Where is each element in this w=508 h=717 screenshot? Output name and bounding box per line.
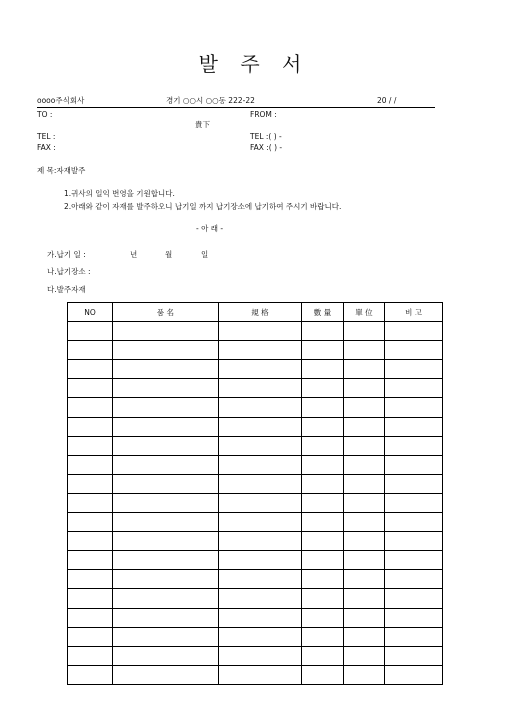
- table-row: [68, 646, 443, 665]
- table-cell[interactable]: [113, 417, 219, 436]
- table-cell[interactable]: [113, 627, 219, 646]
- table-cell[interactable]: [302, 532, 344, 551]
- table-cell[interactable]: [68, 513, 113, 532]
- table-cell[interactable]: [68, 341, 113, 360]
- table-cell[interactable]: [344, 322, 385, 341]
- table-cell[interactable]: [219, 322, 302, 341]
- table-row: [68, 379, 443, 398]
- table-cell[interactable]: [385, 551, 443, 570]
- table-cell[interactable]: [302, 627, 344, 646]
- table-row: [68, 360, 443, 379]
- table-cell[interactable]: [219, 493, 302, 512]
- table-cell[interactable]: [113, 493, 219, 512]
- table-cell[interactable]: [219, 608, 302, 627]
- day-label: 일: [201, 250, 209, 259]
- table-cell[interactable]: [344, 398, 385, 417]
- table-row: [68, 551, 443, 570]
- table-cell[interactable]: [113, 532, 219, 551]
- table-cell[interactable]: [68, 627, 113, 646]
- table-cell[interactable]: [219, 455, 302, 474]
- table-row: [68, 608, 443, 627]
- table-row: [68, 627, 443, 646]
- col-no-header: NO: [68, 303, 113, 322]
- table-cell[interactable]: [385, 513, 443, 532]
- table-cell[interactable]: [113, 589, 219, 608]
- table-row: [68, 665, 443, 684]
- company-address: 경기 ○○시 ○○동 222-22: [166, 96, 255, 105]
- table-cell[interactable]: [344, 379, 385, 398]
- table-row: [68, 474, 443, 493]
- table-cell[interactable]: [219, 551, 302, 570]
- table-row: [68, 493, 443, 512]
- col-item-name-header: 품 名: [113, 303, 219, 322]
- table-cell[interactable]: [68, 455, 113, 474]
- table-header-row: [68, 303, 443, 322]
- below-heading: - 아 래 -: [196, 224, 224, 233]
- col-unit-header: 單 位: [344, 303, 385, 322]
- tel-label: TEL :: [37, 132, 56, 141]
- table-body: [68, 322, 443, 685]
- table-cell[interactable]: [385, 322, 443, 341]
- table-cell[interactable]: [68, 493, 113, 512]
- table-cell[interactable]: [302, 417, 344, 436]
- table-cell[interactable]: [344, 493, 385, 512]
- table-cell[interactable]: [113, 513, 219, 532]
- table-cell[interactable]: [385, 665, 443, 684]
- company-name: oooo주식회사: [37, 96, 85, 105]
- table-cell[interactable]: [68, 589, 113, 608]
- table-cell[interactable]: [385, 570, 443, 589]
- subject-line: 제 목:자재발주: [37, 166, 86, 175]
- table-cell[interactable]: [385, 532, 443, 551]
- delivery-place-label: 나.납기장소 :: [47, 267, 91, 276]
- table-cell[interactable]: [219, 627, 302, 646]
- table-cell[interactable]: [344, 627, 385, 646]
- month-label: 월: [165, 250, 173, 259]
- table-cell[interactable]: [68, 646, 113, 665]
- table-cell[interactable]: [219, 474, 302, 493]
- table-row: [68, 589, 443, 608]
- table-cell[interactable]: [302, 608, 344, 627]
- table-cell[interactable]: [302, 455, 344, 474]
- table-row: [68, 417, 443, 436]
- table-cell[interactable]: [344, 589, 385, 608]
- materials-label: 다.발주자재: [47, 285, 86, 294]
- table-cell[interactable]: [302, 379, 344, 398]
- table-cell[interactable]: [68, 379, 113, 398]
- table-cell[interactable]: [344, 532, 385, 551]
- table-cell[interactable]: [302, 398, 344, 417]
- table-cell[interactable]: [219, 379, 302, 398]
- table-cell[interactable]: [113, 455, 219, 474]
- table-cell[interactable]: [302, 341, 344, 360]
- table-row: [68, 322, 443, 341]
- table-cell[interactable]: [219, 665, 302, 684]
- table-cell[interactable]: [219, 360, 302, 379]
- document-title: 발 주 서: [198, 52, 310, 76]
- to-label: TO :: [37, 110, 53, 119]
- table-row: [68, 341, 443, 360]
- table-cell[interactable]: [302, 665, 344, 684]
- col-spec-header: 規 格: [219, 303, 302, 322]
- table-cell[interactable]: [385, 360, 443, 379]
- header-underline: [37, 107, 435, 108]
- table-cell[interactable]: [302, 360, 344, 379]
- table-cell[interactable]: [219, 398, 302, 417]
- gwiha-text: 貴下: [195, 120, 210, 129]
- table-cell[interactable]: [385, 474, 443, 493]
- table-cell[interactable]: [385, 589, 443, 608]
- table-cell[interactable]: [113, 360, 219, 379]
- col-remarks-header: 비 고: [385, 303, 443, 322]
- table-cell[interactable]: [219, 513, 302, 532]
- table-row: [68, 513, 443, 532]
- table-cell[interactable]: [344, 360, 385, 379]
- table-cell[interactable]: [385, 341, 443, 360]
- table-cell[interactable]: [219, 646, 302, 665]
- table-row: [68, 455, 443, 474]
- table-cell[interactable]: [113, 551, 219, 570]
- col-quantity-header: 數 量: [302, 303, 344, 322]
- table-cell[interactable]: [385, 455, 443, 474]
- table-cell[interactable]: [113, 341, 219, 360]
- table-cell[interactable]: [385, 493, 443, 512]
- table-cell[interactable]: [302, 474, 344, 493]
- tel-from: TEL :( ) -: [250, 132, 282, 141]
- table-cell[interactable]: [68, 436, 113, 455]
- table-cell[interactable]: [302, 551, 344, 570]
- table-cell[interactable]: [302, 322, 344, 341]
- table-cell[interactable]: [385, 627, 443, 646]
- table-cell[interactable]: [219, 341, 302, 360]
- table-cell[interactable]: [344, 608, 385, 627]
- year-label: 년: [130, 250, 138, 259]
- table-cell[interactable]: [68, 322, 113, 341]
- materials-table: [67, 302, 443, 685]
- delivery-date-label: 가.납기 일 :: [47, 250, 86, 259]
- table-cell[interactable]: [68, 398, 113, 417]
- table-cell[interactable]: [219, 436, 302, 455]
- table-cell[interactable]: [113, 665, 219, 684]
- table-row: [68, 532, 443, 551]
- table-cell[interactable]: [344, 417, 385, 436]
- table-cell[interactable]: [302, 436, 344, 455]
- table-row: [68, 398, 443, 417]
- table-cell[interactable]: [385, 436, 443, 455]
- table-cell[interactable]: [385, 417, 443, 436]
- table-cell[interactable]: [344, 341, 385, 360]
- table-cell[interactable]: [113, 322, 219, 341]
- table-cell[interactable]: [344, 551, 385, 570]
- table-cell[interactable]: [113, 646, 219, 665]
- table-cell[interactable]: [344, 646, 385, 665]
- table-cell[interactable]: [68, 417, 113, 436]
- document-date: 20 / /: [377, 96, 397, 105]
- fax-label: FAX :: [37, 143, 56, 152]
- from-label: FROM :: [250, 110, 277, 119]
- table-cell[interactable]: [68, 474, 113, 493]
- table-cell[interactable]: [385, 379, 443, 398]
- table-cell[interactable]: [113, 436, 219, 455]
- table-cell[interactable]: [344, 665, 385, 684]
- table-cell[interactable]: [113, 608, 219, 627]
- table-cell[interactable]: [344, 513, 385, 532]
- fax-from: FAX :( ) -: [250, 143, 283, 152]
- table-cell[interactable]: [219, 570, 302, 589]
- table-row: [68, 436, 443, 455]
- table-cell[interactable]: [344, 455, 385, 474]
- body-line-1: 1.귀사의 일익 번영을 기원합니다.: [64, 189, 175, 198]
- table-cell[interactable]: [344, 570, 385, 589]
- table-cell[interactable]: [302, 513, 344, 532]
- table-cell[interactable]: [385, 608, 443, 627]
- body-line-2: 2.아래와 같이 자재를 발주하오니 납기일 까지 납기장소에 납기하여 주시기 바랍니다.: [64, 202, 342, 211]
- table-cell[interactable]: [219, 417, 302, 436]
- table-cell[interactable]: [113, 474, 219, 493]
- table-cell[interactable]: [113, 379, 219, 398]
- table-cell[interactable]: [68, 551, 113, 570]
- table-cell[interactable]: [302, 570, 344, 589]
- table-cell[interactable]: [68, 360, 113, 379]
- table-cell[interactable]: [302, 493, 344, 512]
- table-cell[interactable]: [219, 532, 302, 551]
- table-cell[interactable]: [68, 608, 113, 627]
- table-cell[interactable]: [113, 398, 219, 417]
- table-cell[interactable]: [219, 589, 302, 608]
- table-cell[interactable]: [68, 665, 113, 684]
- table-cell[interactable]: [68, 532, 113, 551]
- table-cell[interactable]: [68, 570, 113, 589]
- table-cell[interactable]: [302, 646, 344, 665]
- table-cell[interactable]: [113, 570, 219, 589]
- table-cell[interactable]: [385, 646, 443, 665]
- table-cell[interactable]: [385, 398, 443, 417]
- table-row: [68, 570, 443, 589]
- table-cell[interactable]: [344, 436, 385, 455]
- table-cell[interactable]: [344, 474, 385, 493]
- table-cell[interactable]: [302, 589, 344, 608]
